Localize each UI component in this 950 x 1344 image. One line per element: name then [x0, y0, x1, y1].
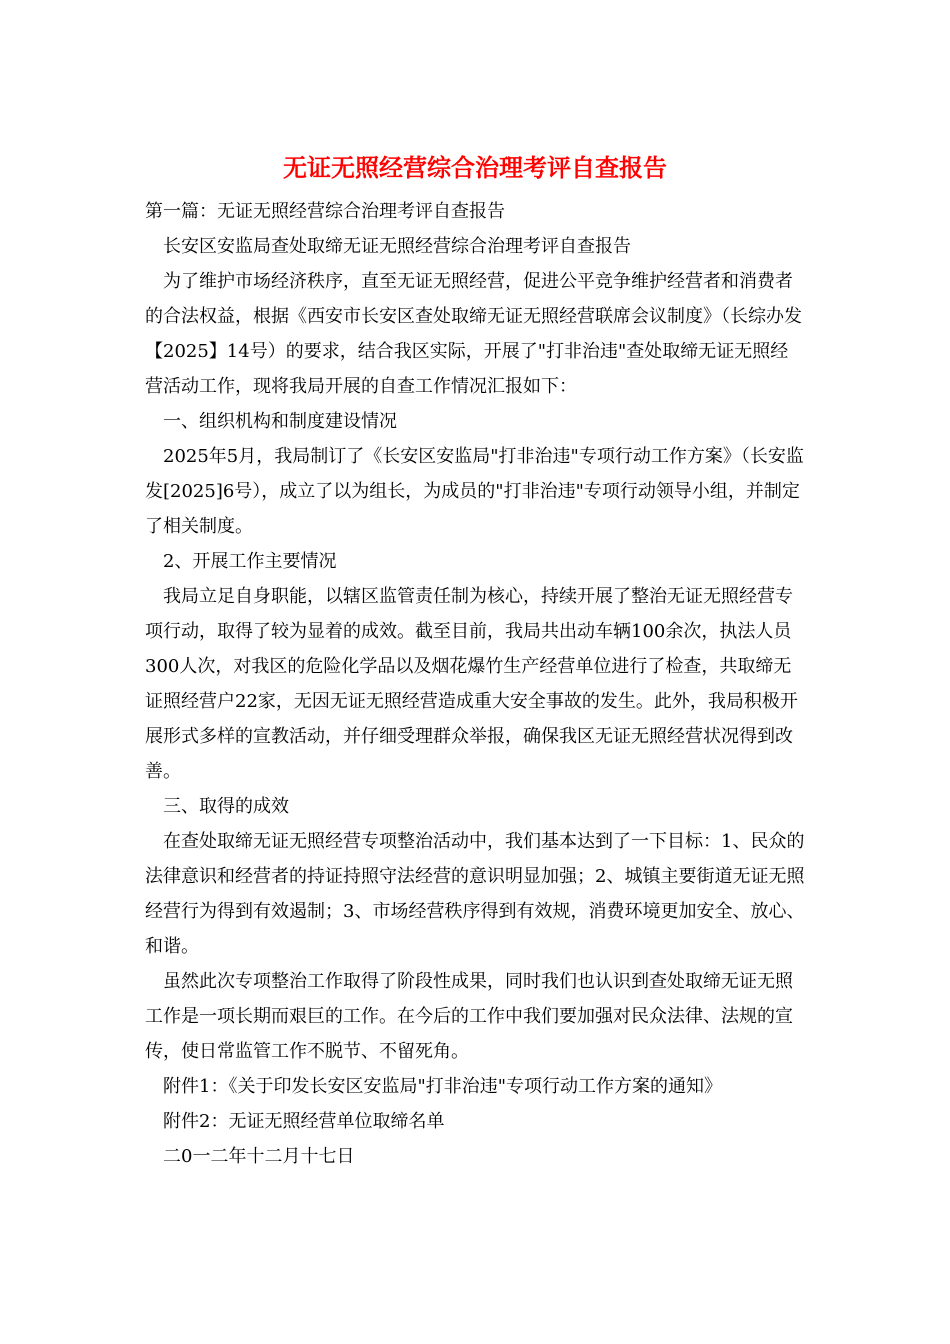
attachment-2: 附件2：无证无照经营单位取缔名单 — [163, 1111, 445, 1132]
main-work-paragraph: 我局立足自身职能，以辖区监管责任制为核心，持续开展了整治无证无照经营专项行动，取得了较为显着的成效。截至目前，我局共出动车辆100余次，执法人员300人次，对我区的危险化学品以及烟花爆竹生产经营单位进行了检查，共取缔无证照经营户22家，无因无证无照经营造成重大安全事故的发生。此外，我局积极开展形式多样的宣教活动，并仔细受理群众举报，确保我区无证无照经营状况得到改善。 — [145, 586, 798, 782]
organization-paragraph: 2025年5月，我局制订了《长安区安监局"打非治违"专项行动工作方案》（长安监发[2025]6号），成立了以为组长，为成员的"打非治违"专项行动领导小组，并制定了相关制度。 — [145, 446, 804, 537]
document-title: 无证无照经营综合治理考评自查报告 — [283, 153, 667, 182]
heading-results: 三、取得的成效 — [163, 796, 289, 817]
attachment-1: 附件1：《关于印发长安区安监局"打非治违"专项行动工作方案的通知》 — [163, 1076, 723, 1097]
document-date: 二0一二年十二月十七日 — [163, 1146, 355, 1167]
heading-organization: 一、组织机构和制度建设情况 — [163, 411, 397, 432]
section-heading-first-part: 第一篇：无证无照经营综合治理考评自查报告 — [145, 201, 505, 222]
report-subtitle: 长安区安监局查处取缔无证无照经营综合治理考评自查报告 — [163, 236, 631, 257]
heading-main-work: 2、开展工作主要情况 — [163, 551, 337, 572]
conclusion-paragraph: 虽然此次专项整治工作取得了阶段性成果，同时我们也认识到查处取缔无证无照工作是一项长期而艰巨的工作。在今后的工作中我们要加强对民众法律、法规的宣传，使日常监管工作不脱节、不留死角。 — [145, 971, 793, 1062]
results-paragraph: 在查处取缔无证无照经营专项整治活动中，我们基本达到了一下目标：1、民众的法律意识和经营者的持证持照守法经营的意识明显加强；2、城镇主要街道无证无照经营行为得到有效遏制；3、市场经营秩序得到有效规，消费环境更加安全、放心、和谐。 — [145, 831, 805, 957]
intro-paragraph: 为了维护市场经济秩序，直至无证无照经营，促进公平竞争维护经营者和消费者的合法权益，根据《西安市长安区查处取缔无证无照经营联席会议制度》（长综办发【2025】14号）的要求，结合我区实际，开展了"打非治违"查处取缔无证无照经营活动工作，现将我局开展的自查工作情况汇报如下： — [145, 271, 802, 397]
document-body — [145, 194, 805, 1174]
